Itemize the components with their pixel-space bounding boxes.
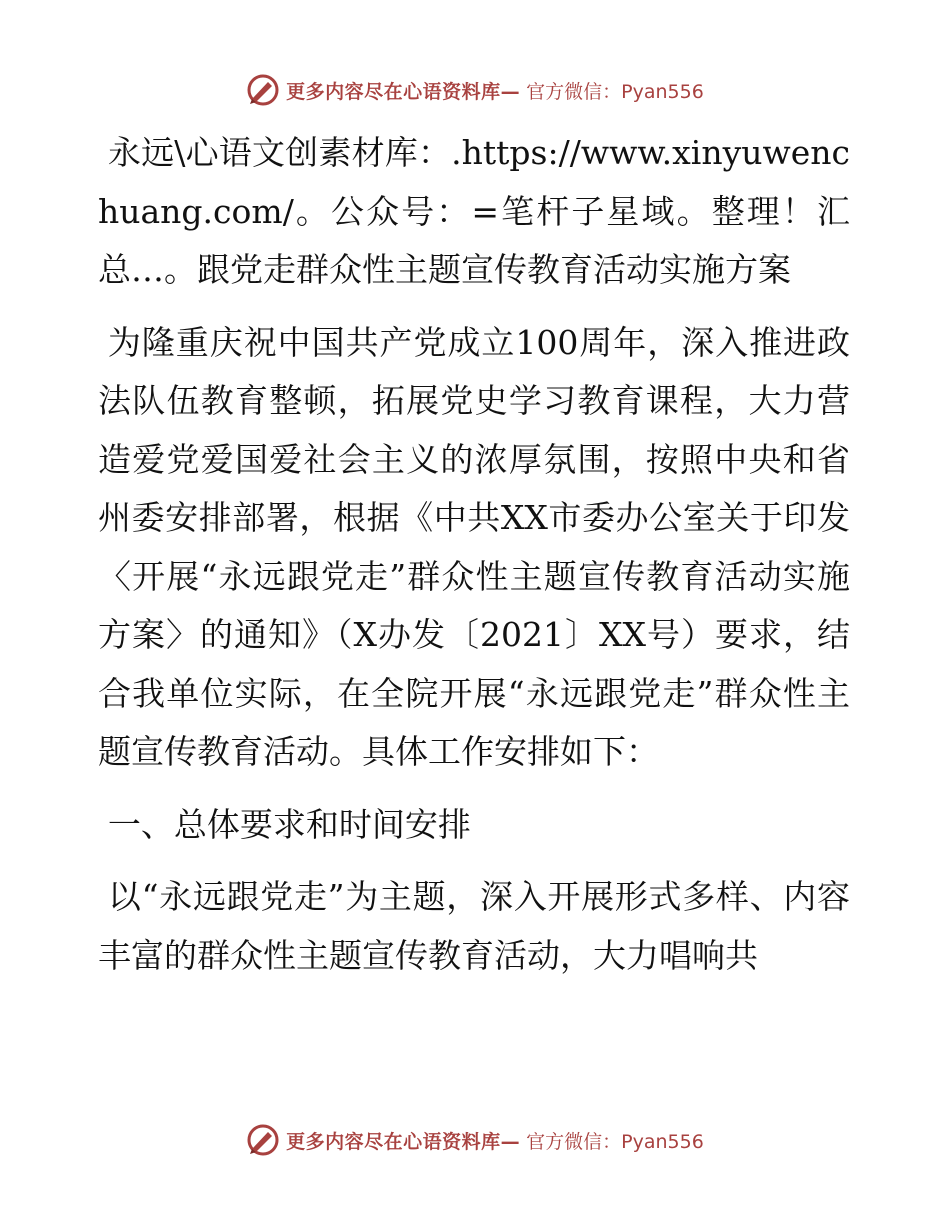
pen-logo-icon bbox=[246, 1123, 280, 1157]
footer-banner bbox=[0, 1120, 950, 1160]
document-body bbox=[98, 124, 850, 999]
header-banner-text: 更多内容尽在心语资料库— bbox=[286, 80, 521, 103]
paragraph-intro: 为隆重庆祝中国共产党成立100周年，深入推进政法队伍教育整顿，拓展党史学习教育课程，大力营造爱党爱国爱社会主义的浓厚氛围，按照中央和省州委安排部署，根据《中共XX市委办公室关于印发〈开展“永远跟党走”群众性主题宣传教育活动实施方案〉的通知》（X办发〔2021〕XX号）要求，结合我单位实际，在全院开展“永远跟党走”群众性主题宣传教育活动。具体工作安排如下： bbox=[98, 322, 850, 771]
pen-logo-icon bbox=[246, 73, 280, 107]
footer-banner-text: 更多内容尽在心语资料库— bbox=[286, 1130, 521, 1153]
footer-banner-wechat: 官方微信：Pyan556 bbox=[526, 1130, 704, 1153]
paragraph-body: 以“永远跟党走”为主题，深入开展形式多样、内容丰富的群众性主题宣传教育活动，大力唱响共 bbox=[98, 877, 850, 975]
header-banner bbox=[0, 70, 950, 110]
section-heading: 一、总体要求和时间安排 bbox=[107, 804, 471, 844]
header-banner-wechat: 官方微信：Pyan556 bbox=[526, 80, 704, 103]
paragraph-title: 永远\心语文创素材库：.https://www.xinyuwenchuang.com/。公众号：=笔杆子星域。整理！汇总…。跟党走群众性主题宣传教育活动实施方案 bbox=[98, 133, 850, 289]
